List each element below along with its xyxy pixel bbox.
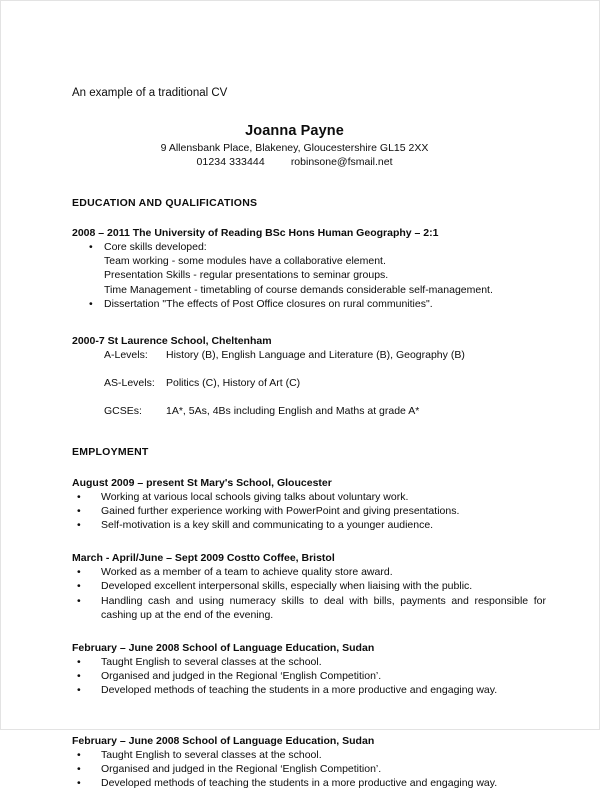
employment-entry-heading: August 2009 – present St Mary's School, Gloucester (72, 476, 332, 489)
list-item (72, 565, 546, 579)
list-item-text: Gained further experience working with PowerPoint and giving presentations. (101, 504, 460, 517)
grade-value: 1A*, 5As, 4Bs including English and Maths at grade A* (166, 405, 420, 418)
employment-entry-sudan-1 (72, 641, 546, 698)
employment-bullet-list (72, 655, 546, 698)
grade-label: GCSEs: (104, 405, 142, 418)
education-entry-heading: 2008 – 2011 The University of Reading BSc Hons Human Geography – 2:1 (72, 227, 439, 239)
employment-bullet-list (72, 565, 546, 622)
bullet-icon: • (77, 684, 81, 697)
list-item-text: Taught English to several classes at the school. (101, 748, 322, 761)
list-item (72, 683, 546, 697)
candidate-name: Joanna Payne (245, 123, 344, 139)
bullet-icon: • (77, 762, 81, 775)
list-item-text: Dissertation "The effects of Post Office closures on rural communities". (104, 297, 433, 310)
bullet-icon: • (77, 519, 81, 532)
bullet-icon: • (77, 490, 81, 503)
employment-entry-heading: March - April/June – Sept 2009 Costto Coffee, Bristol (72, 552, 335, 565)
employment-entry-sudan-2 (72, 734, 546, 790)
list-item (72, 490, 546, 504)
grade-value: Politics (C), History of Art (C) (166, 377, 301, 390)
bullet-icon: • (77, 504, 81, 517)
list-item-text: Self-motivation is a key skill and communicating to a younger audience. (101, 519, 434, 532)
list-item-text: Worked as a member of a team to achieve quality store award. (101, 566, 393, 579)
employment-bullet-list (72, 748, 546, 790)
list-item-text: Organised and judged in the Regional ‘English Competition’. (101, 670, 382, 683)
candidate-header (72, 122, 517, 169)
education-sub-line: Team working - some modules have a collaborative element. (104, 255, 386, 268)
bullet-icon: • (77, 566, 81, 579)
list-item-text: Working at various local schools giving talks about voluntary work. (101, 490, 409, 503)
list-item (72, 579, 546, 593)
education-entry-school (72, 334, 546, 419)
grade-row-as-levels (72, 376, 546, 390)
bullet-icon: • (77, 777, 81, 790)
list-item (72, 240, 546, 254)
education-entry-university (72, 226, 546, 311)
bullet-icon: • (77, 580, 81, 593)
employment-entry-heading: February – June 2008 School of Language Education, Sudan (72, 734, 375, 747)
employment-entry-heading: February – June 2008 School of Language Education, Sudan (72, 642, 375, 655)
section-heading-education: EDUCATION AND QUALIFICATIONS (72, 197, 258, 209)
employment-entry-costto-coffee (72, 551, 546, 622)
list-item-text: Taught English to several classes at the school. (101, 656, 322, 669)
candidate-address: 9 Allensbank Place, Blakeney, Gloucestershire GL15 2XX (160, 142, 429, 154)
education-sub-line: Presentation Skills - regular presentations to seminar groups. (104, 269, 389, 282)
grade-value: History (B), English Language and Literature (B), Geography (B) (166, 349, 465, 362)
list-item (72, 762, 546, 776)
bullet-icon: • (77, 748, 81, 761)
list-item (72, 748, 546, 762)
grade-row-a-levels (72, 348, 546, 362)
list-item (72, 776, 546, 790)
bullet-icon: • (77, 670, 81, 683)
list-item-text: Developed methods of teaching the students in a more productive and engaging way. (101, 777, 498, 790)
list-item (72, 504, 546, 518)
document-caption: An example of a traditional CV (72, 87, 228, 99)
document-content (72, 1, 546, 790)
education-bullet-list-dissertation (72, 297, 546, 311)
grade-label: A-Levels: (104, 349, 148, 362)
employment-bullet-list (72, 490, 546, 533)
list-item (72, 518, 546, 532)
bullet-icon: • (77, 656, 81, 669)
employment-entry-st-marys (72, 476, 546, 533)
list-item-text: Developed excellent interpersonal skills, especially when liaising with the public. (101, 580, 473, 593)
grade-label: AS-Levels: (104, 377, 155, 390)
list-item (72, 297, 546, 311)
candidate-contact (72, 155, 517, 169)
list-item-text: Developed methods of teaching the students in a more productive and engaging way. (101, 684, 498, 697)
education-bullet-list (72, 240, 546, 254)
bullet-icon: • (89, 297, 93, 310)
list-item (72, 669, 546, 683)
grade-row-gcses (72, 404, 546, 418)
list-item (72, 594, 546, 622)
bullet-icon: • (77, 594, 81, 607)
section-heading-employment: EMPLOYMENT (72, 445, 149, 458)
candidate-email: robinsone@fsmail.net (290, 156, 393, 168)
education-entry-heading: 2000-7 St Laurence School, Cheltenham (72, 335, 272, 348)
list-item-text: Core skills developed: (104, 241, 207, 253)
list-item-text: Organised and judged in the Regional ‘English Competition’. (101, 762, 382, 775)
list-item (72, 655, 546, 669)
list-item-text: Handling cash and using numeracy skills to deal with bills, payments and responsible for cashing up at the end of the evening. (101, 594, 546, 621)
education-sub-line: Time Management - timetabling of course demands considerable self-management. (104, 283, 493, 296)
candidate-phone: 01234 333444 (196, 156, 265, 168)
bullet-icon: • (89, 241, 93, 253)
